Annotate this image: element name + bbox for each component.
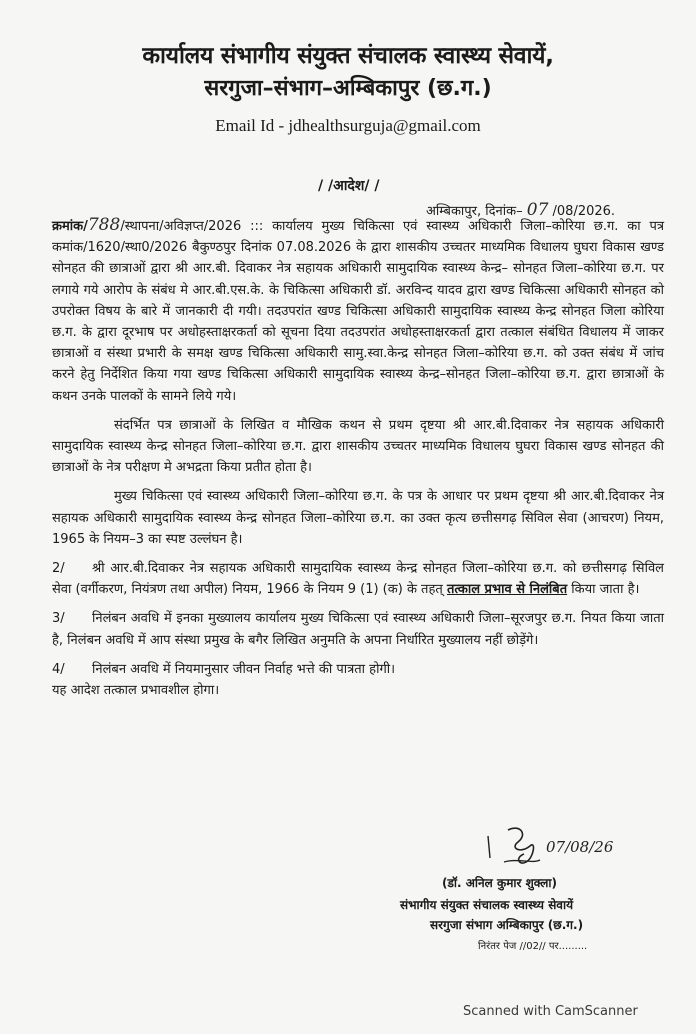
paragraph-finding: संदर्भित पत्र छात्राओं के लिखित व मौखिक कथन से प्रथम दृष्टया श्री आर.बी.दिवाकर नेत्र सहायक अधिकारी सामुदायिक स्वास्थ्य केन्द्र सोनहत जिला–कोरिया छ.ग. द्वारा शासकीय उच्चतर माध्यमिक विधालय घुघरा विकास खण्ड सोनहत की छात्राओं के नेत्र परीक्षण मे अभद्रता किया प्रतीत होता है। — [52, 417, 664, 476]
paragraph-headquarters — [52, 608, 664, 650]
office-email: Email Id - jdhealthsurguja@gmail.com — [215, 116, 481, 135]
suspension-text: श्री आर.बी.दिवाकर नेत्र सहायक अधिकारी सामुदायिक स्वास्थ्य केन्द्र सोनहत जिला–कोरिया छ.ग. को छत्तीसगढ़ सिविल सेवा (वर्गीकरण, नियंत्रण तथा अपील) नियम, 1966 के नियम 9 (1) (क) के तहत् — [52, 561, 664, 598]
signer-name: (डॉ. अनिल कुमार शुक्ला) — [442, 876, 558, 890]
suspension-emphasis: तत्काल प्रभाव से निलंबित — [446, 582, 568, 598]
paragraph-number-3: 3/ — [52, 611, 65, 627]
reference-text: /स्थापना/अविज्ञप्त/2026 ::: कार्यालय मुख्य चिकित्सा एवं स्वास्थ्य अधिकारी जिला–कोरिया छ.ग. का पत्र कमांक/1620/स्था0/2026 बैकुण्ठपुर दिनांक 07.08.2026 के द्वारा शासकीय उच्चतर माध्यमिक विधालय घुघरा विकास खण्ड सोनहत की छात्राओं द्वारा श्री आर.बी. दिवाकर नेत्र सहायक अधिकारी सामुदायिक स्वास्थ्य केन्द्र– सोनहत जिला–कोरिया छ.ग. पर लगाये गये आरोप के संबंध मे आर.बी.एस.के. के चिकित्सा अधिकारी डॉ. अरविन्द यादव द्वारा खण्ड चिकित्सा अधिकारी सोनहत को उपरोक्त विषय के बारे में जानकारी दी गयी। तदउपरांत खण्ड चिकित्सा अधिकारी सामुदायिक स्वास्थ्य केन्द्र सोनहत जिला कोरिया छ.ग. के द्वारा दूरभाष पर अधोहस्ताक्षरकर्ता को सूचना दिया तदउपरांत अधोहस्ताक्षरकर्ता द्वारा तत्काल संबंधित विधालय में जाकर छात्राओं व संस्था प्रभारी के समक्ष खण्ड चिकित्सा अधिकारी सामु.स्वा.केन्द्र सोनहत जिला–कोरिया छ.ग. को उक्त संबंध में जांच करने हेतु निर्देशित किया गया खण्ड चिकित्सा अधिकारी सामुदायिक स्वास्थ्य केन्द्र–सोनहत जिला–कोरिया छ.ग. द्वारा छात्राओं के कथन उनके पालकों के सामने लिये गये। — [52, 219, 664, 404]
paragraph-effective: यह आदेश तत्काल प्रभावशील होगा। — [52, 683, 220, 699]
paragraph-allowance — [52, 659, 664, 680]
order-body — [52, 215, 664, 709]
reference-paragraph — [52, 215, 664, 407]
continuation-note: निरंतर पेज //02// पर......... — [478, 941, 588, 952]
order-title: / /आदेश/ / — [318, 178, 380, 194]
suspension-end: किया जाता है। — [571, 582, 640, 598]
office-name: कार्यालय संभागीय संयुक्त संचालक स्वास्थ्य सेवायें, — [142, 43, 554, 69]
paragraph-number-2: 2/ — [52, 561, 65, 577]
handwritten-day: 07 — [526, 200, 549, 220]
scanner-watermark: Scanned with CamScanner — [463, 1004, 638, 1019]
place-date-suffix: /08/2026. — [552, 204, 616, 219]
paragraph-violation: मुख्य चिकित्सा एवं स्वास्थ्य अधिकारी जिला–कोरिया छ.ग. के पत्र के आधार पर प्रथम दृष्टया श्री आर.बी.दिवाकर नेत्र सहायक अधिकारी सामुदायिक स्वास्थ्य केन्द्र सोनहत जिला–कोरिया छ.ग. का उक्त कृत्य छत्तीसगढ़ सिविल सेवा (आचरण) नियम, 1965 के नियम–3 का स्पष्ट उल्लंघन है। — [52, 489, 664, 547]
paragraph-number-4: 4/ — [52, 661, 65, 677]
paragraph-suspension — [52, 558, 664, 600]
allowance-text: निलंबन अवधि में नियमानुसार जीवन निर्वाह भत्ते की पात्रता होगी। — [92, 661, 396, 677]
headquarters-text: निलंबन अवधि में इनका मुख्यालय कार्यालय मुख्य चिकित्सा एवं स्वास्थ्य अधिकारी जिला–सूरजपुर छ.ग. नियत किया जाता है, निलंबन अवधि में आप संस्था प्रमुख के बगैर लिखित अनुमति के अपना निर्धारित मुख्यालय नहीं छोड़ेंगे। — [52, 611, 664, 648]
handwritten-signature-date: 07/08/26 — [546, 838, 614, 856]
reference-label: क्रमांक/ — [52, 219, 88, 234]
place-date-prefix: अम्बिकापुर, दिनांक– — [426, 204, 523, 219]
office-location: सरगुजा–संभाग–अम्बिकापुर (छ.ग.) — [204, 76, 492, 101]
signer-designation: संभागीय संयुक्त संचालक स्वास्थ्य सेवायें — [400, 898, 574, 912]
signer-office: सरगुजा संभाग अम्बिकापुर (छ.ग.) — [430, 918, 584, 932]
handwritten-reference-number: 788 — [87, 215, 121, 235]
signature-mark — [480, 818, 620, 878]
